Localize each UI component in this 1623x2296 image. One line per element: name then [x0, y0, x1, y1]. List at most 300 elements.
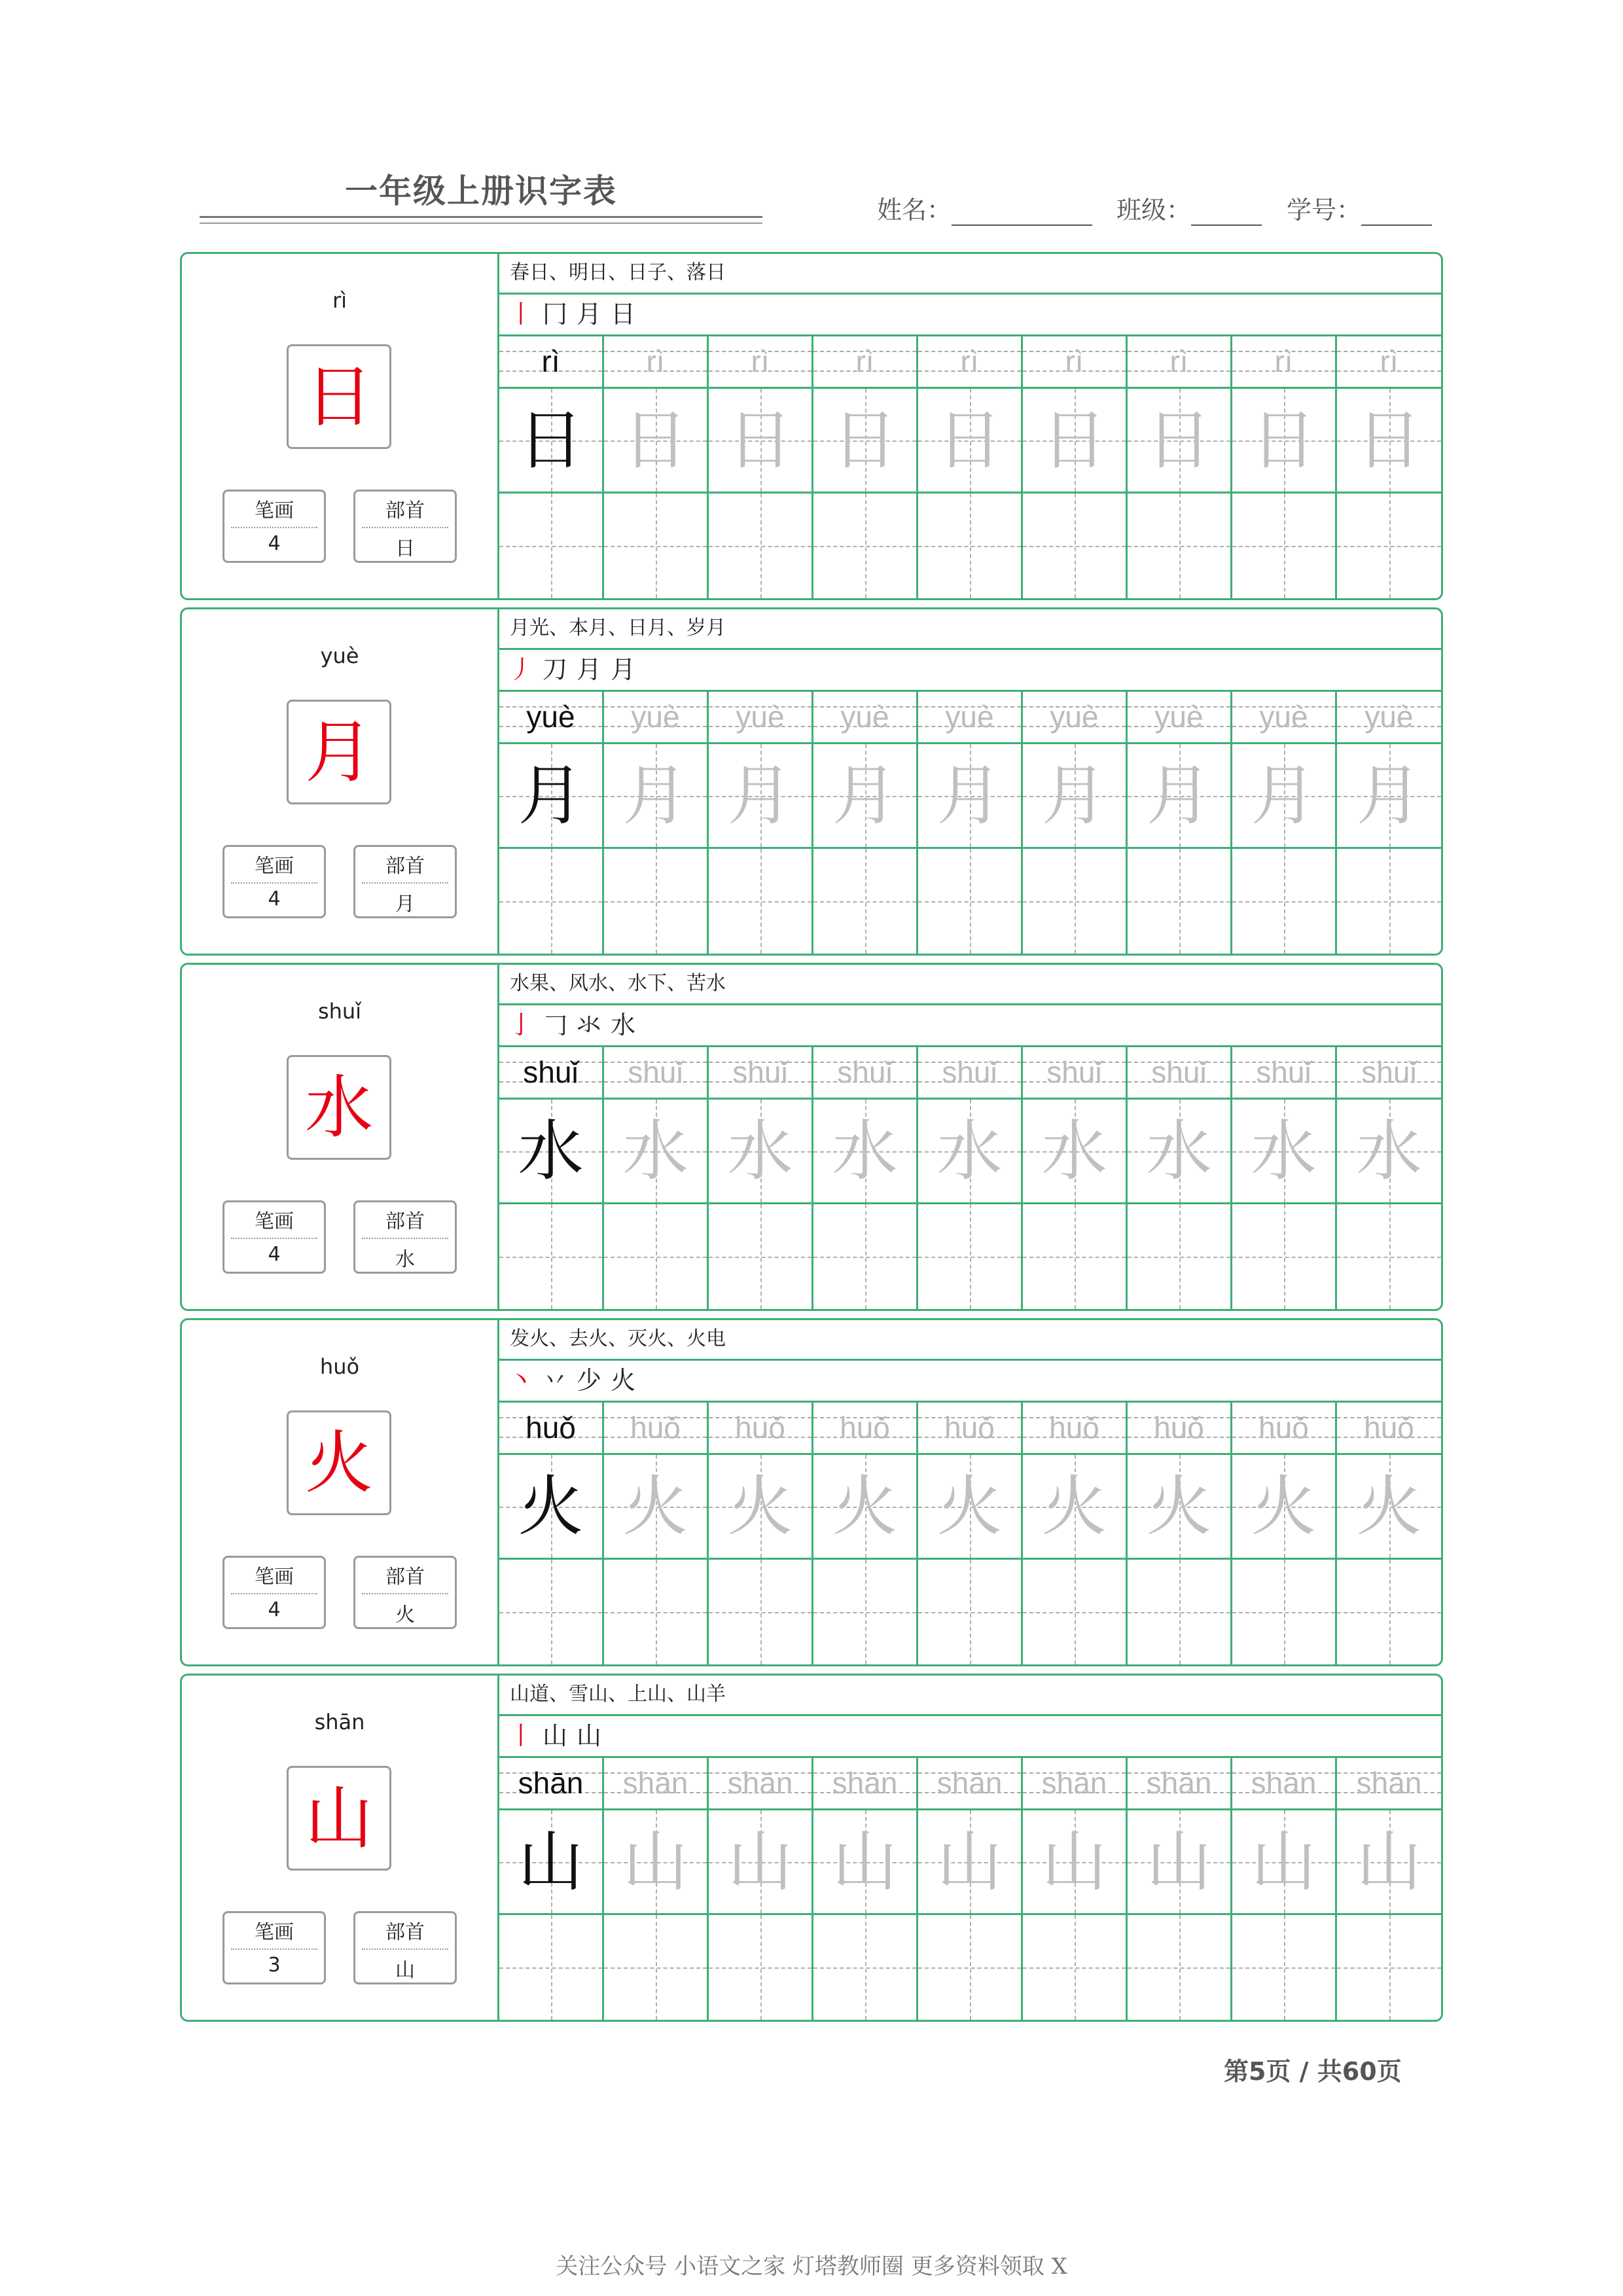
hanzi-practice-cell[interactable]: [1232, 1560, 1337, 1664]
hanzi-trace: 月: [518, 757, 584, 834]
character-display: 火: [287, 1410, 391, 1515]
pinyin-trace: huǒ: [1154, 1410, 1204, 1444]
hanzi-practice-cell[interactable]: [918, 1560, 1023, 1664]
hanzi-practice-cell[interactable]: [1128, 493, 1232, 598]
worksheet-title: 一年级上册识字表: [345, 172, 617, 210]
example-words: 发火、去火、灭火、火电: [499, 1320, 1441, 1361]
character-pinyin: rì: [332, 288, 348, 313]
pinyin-trace: shān: [936, 1766, 1003, 1800]
radical-label: 部首: [385, 1210, 425, 1233]
character-info-panel: [182, 965, 499, 1309]
hanzi-trace-cell[interactable]: [604, 1100, 709, 1204]
pinyin-cell[interactable]: [499, 1047, 604, 1100]
pinyin-trace: shān: [1251, 1766, 1317, 1800]
hanzi-practice-cell[interactable]: [1337, 1560, 1441, 1664]
pinyin-cell[interactable]: [1023, 692, 1128, 744]
stroke-count-label: 笔画: [255, 499, 294, 522]
hanzi-trace: 日: [1356, 401, 1422, 478]
hanzi-trace-cell[interactable]: [1023, 1100, 1128, 1204]
writing-grid: [499, 1047, 1441, 1309]
hanzi-trace: 火: [518, 1467, 584, 1545]
pinyin-trace: shān: [1041, 1766, 1107, 1800]
hanzi-practice-cell[interactable]: [499, 1915, 604, 2020]
footer-text: 关注公众号 小语文之家 灯塔教师圈 更多资料领取 X: [556, 2253, 1067, 2280]
hanzi-trace-cell[interactable]: [1128, 389, 1232, 493]
hanzi-practice-cell[interactable]: [1128, 1915, 1232, 2020]
hanzi-trace: 火: [1251, 1467, 1317, 1545]
stroke-step: 刀: [543, 655, 568, 684]
hanzi-trace-cell[interactable]: [499, 744, 604, 849]
hanzi-practice-cell[interactable]: [813, 1560, 918, 1664]
title-underline: [200, 216, 762, 218]
hanzi-practice-cell[interactable]: [1023, 1560, 1128, 1664]
radical-box: [353, 845, 457, 918]
stroke-step: 丿: [508, 655, 534, 684]
radical-box: [353, 1200, 457, 1274]
radical-value: 月: [395, 893, 415, 916]
pinyin-cell[interactable]: [1337, 1047, 1441, 1100]
hanzi-trace-cell[interactable]: [1232, 1100, 1337, 1204]
hanzi-practice-cell[interactable]: [1023, 493, 1128, 598]
pinyin-cell[interactable]: [813, 692, 918, 744]
name-label: 姓名：: [877, 196, 952, 224]
student-number-blank[interactable]: [1361, 198, 1432, 226]
hanzi-trace-cell[interactable]: [604, 744, 709, 849]
pinyin-trace: shuǐ: [628, 1055, 683, 1089]
hanzi-trace-cell[interactable]: [1337, 744, 1441, 849]
hanzi-practice-cell[interactable]: [604, 1560, 709, 1664]
hanzi-trace-cell[interactable]: [918, 389, 1023, 493]
pinyin-trace: huǒ: [1049, 1410, 1099, 1444]
pinyin-cell[interactable]: [1337, 336, 1441, 389]
pinyin-cell[interactable]: [499, 692, 604, 744]
hanzi-trace-cell[interactable]: [1337, 1455, 1441, 1560]
pinyin-trace: shuǐ: [1361, 1055, 1417, 1089]
hanzi-trace-cell[interactable]: [1232, 389, 1337, 493]
hanzi-practice-cell[interactable]: [499, 849, 604, 954]
hanzi-trace-cell[interactable]: [604, 389, 709, 493]
name-blank[interactable]: [952, 198, 1092, 226]
hanzi-trace: 水: [727, 1112, 793, 1189]
hanzi-practice-cell[interactable]: [709, 493, 813, 598]
hanzi-trace-cell[interactable]: [1128, 744, 1232, 849]
hanzi-trace-cell[interactable]: [499, 1455, 604, 1560]
practice-panel: [499, 1320, 1441, 1664]
hanzi-practice-cell[interactable]: [918, 1204, 1023, 1309]
hanzi-trace: 火: [1356, 1467, 1422, 1545]
hanzi-practice-cell[interactable]: [1232, 493, 1337, 598]
pinyin-trace: shuǐ: [523, 1055, 579, 1089]
class-field[interactable]: [1116, 190, 1262, 226]
hanzi-practice-cell[interactable]: [813, 1915, 918, 2020]
pinyin-cell[interactable]: [709, 1758, 813, 1810]
pinyin-cell[interactable]: [499, 336, 604, 389]
hanzi-trace-cell[interactable]: [1337, 389, 1441, 493]
stroke-order-row: [499, 1716, 1441, 1758]
pinyin-trace: shuǐ: [1256, 1055, 1311, 1089]
character-pinyin: shān: [314, 1710, 365, 1734]
pinyin-cell[interactable]: [709, 1047, 813, 1100]
hanzi-trace-cell[interactable]: [1128, 1810, 1232, 1915]
pinyin-trace: yuè: [736, 700, 785, 734]
pinyin-cell[interactable]: [1023, 336, 1128, 389]
pinyin-cell[interactable]: [813, 336, 918, 389]
character-display: 日: [287, 344, 391, 449]
pinyin-trace: yuè: [631, 700, 680, 734]
hanzi-trace: 火: [1146, 1467, 1212, 1545]
hanzi-practice-cell[interactable]: [1023, 1204, 1128, 1309]
hanzi-trace-cell[interactable]: [1128, 1455, 1232, 1560]
hanzi-trace: 日: [727, 401, 793, 478]
hanzi-trace-cell[interactable]: [918, 1810, 1023, 1915]
hanzi-trace: 火: [622, 1467, 688, 1545]
character-info-panel: [182, 1320, 499, 1664]
hanzi-trace: 水: [1356, 1112, 1422, 1189]
stroke-order-row: [499, 650, 1441, 692]
pinyin-cell[interactable]: [1128, 1403, 1232, 1455]
hanzi-practice-cell[interactable]: [1232, 1204, 1337, 1309]
hanzi-trace: 山: [727, 1823, 793, 1900]
hanzi-practice-cell[interactable]: [709, 1915, 813, 2020]
title-underline-secondary: [200, 223, 762, 224]
hanzi-trace: 月: [832, 757, 898, 834]
radical-box: [353, 1911, 457, 1984]
hanzi-trace-cell[interactable]: [1337, 1810, 1441, 1915]
hanzi-trace-cell[interactable]: [604, 1455, 709, 1560]
pinyin-trace: shān: [832, 1766, 898, 1800]
pinyin-trace: shān: [622, 1766, 688, 1800]
stroke-step: 少: [577, 1366, 602, 1395]
pinyin-trace: huǒ: [630, 1410, 681, 1444]
hanzi-trace: 月: [727, 757, 793, 834]
hanzi-practice-cell[interactable]: [1337, 1915, 1441, 2020]
name-field[interactable]: [877, 190, 1092, 226]
pinyin-trace: huǒ: [1364, 1410, 1414, 1444]
character-display: 山: [287, 1766, 391, 1871]
stroke-order-row: [499, 295, 1441, 336]
hanzi-trace-cell[interactable]: [918, 744, 1023, 849]
student-number-field[interactable]: [1287, 190, 1432, 226]
pinyin-cell[interactable]: [1023, 1758, 1128, 1810]
pinyin-cell[interactable]: [604, 1403, 709, 1455]
hanzi-practice-cell[interactable]: [1023, 849, 1128, 954]
pinyin-cell[interactable]: [1128, 336, 1232, 389]
stroke-order-row: [499, 1361, 1441, 1403]
character-card: [180, 1318, 1443, 1666]
hanzi-trace: 山: [1251, 1823, 1317, 1900]
stroke-count-value: 4: [268, 888, 281, 910]
pinyin-cell[interactable]: [918, 1403, 1023, 1455]
hanzi-trace-cell[interactable]: [1128, 1100, 1232, 1204]
character-pinyin: yuè: [320, 643, 359, 668]
stroke-count-value: 4: [268, 1243, 281, 1266]
practice-panel: [499, 609, 1441, 954]
hanzi-practice-cell[interactable]: [604, 493, 709, 598]
stroke-count-box: [223, 490, 326, 563]
pinyin-cell[interactable]: [1337, 1403, 1441, 1455]
pinyin-cell[interactable]: [1232, 336, 1337, 389]
stroke-count-value: 4: [268, 532, 281, 555]
hanzi-trace-cell[interactable]: [709, 1810, 813, 1915]
hanzi-trace: 日: [1251, 401, 1317, 478]
stroke-step: 冂: [543, 300, 568, 329]
hanzi-practice-cell[interactable]: [1232, 849, 1337, 954]
hanzi-practice-cell[interactable]: [709, 1204, 813, 1309]
radical-box: [353, 1556, 457, 1629]
hanzi-trace-cell[interactable]: [604, 1810, 709, 1915]
page-number: 第5页 / 共60页: [1224, 2057, 1402, 2086]
hanzi-trace-cell[interactable]: [813, 1100, 918, 1204]
pinyin-cell[interactable]: [1232, 1758, 1337, 1810]
pinyin-cell[interactable]: [918, 336, 1023, 389]
hanzi-trace-cell[interactable]: [813, 389, 918, 493]
hanzi-trace-cell[interactable]: [1232, 1810, 1337, 1915]
stroke-step: 丨: [508, 300, 534, 329]
hanzi-practice-cell[interactable]: [1337, 1204, 1441, 1309]
hanzi-trace: 日: [622, 401, 688, 478]
radical-label: 部首: [385, 1921, 425, 1944]
hanzi-practice-cell[interactable]: [813, 849, 918, 954]
hanzi-trace: 水: [1251, 1112, 1317, 1189]
hanzi-practice-cell[interactable]: [709, 849, 813, 954]
pinyin-trace: rì: [960, 344, 979, 378]
stroke-step: 山: [577, 1721, 602, 1750]
pinyin-trace: rì: [855, 344, 874, 378]
character-info-panel: [182, 1676, 499, 2020]
character-info-panel: [182, 254, 499, 598]
hanzi-trace: 月: [1041, 757, 1107, 834]
radical-box: [353, 490, 457, 563]
hanzi-trace: 月: [936, 757, 1003, 834]
hanzi-trace: 火: [1041, 1467, 1107, 1545]
hanzi-trace-cell[interactable]: [1023, 1455, 1128, 1560]
character-display: 月: [287, 700, 391, 804]
class-blank[interactable]: [1191, 198, 1262, 226]
writing-grid: [499, 336, 1441, 598]
hanzi-practice-cell[interactable]: [813, 493, 918, 598]
pinyin-trace: yuè: [1154, 700, 1204, 734]
hanzi-trace: 月: [1251, 757, 1317, 834]
pinyin-trace: rì: [751, 344, 770, 378]
pinyin-trace: huǒ: [526, 1410, 576, 1444]
hanzi-trace: 山: [518, 1823, 584, 1900]
hanzi-trace: 月: [1146, 757, 1212, 834]
hanzi-practice-cell[interactable]: [499, 493, 604, 598]
hanzi-practice-cell[interactable]: [1232, 1915, 1337, 2020]
pinyin-cell[interactable]: [918, 1047, 1023, 1100]
character-card: [180, 963, 1443, 1311]
hanzi-trace-cell[interactable]: [1023, 744, 1128, 849]
hanzi-practice-cell[interactable]: [918, 493, 1023, 598]
practice-panel: [499, 965, 1441, 1309]
example-words: 春日、明日、日子、落日: [499, 254, 1441, 295]
hanzi-trace: 日: [1041, 401, 1107, 478]
pinyin-cell[interactable]: [813, 1758, 918, 1810]
hanzi-practice-cell[interactable]: [1128, 849, 1232, 954]
hanzi-trace-cell[interactable]: [918, 1455, 1023, 1560]
hanzi-practice-cell[interactable]: [1128, 1204, 1232, 1309]
radical-value: 日: [395, 537, 415, 560]
hanzi-practice-cell[interactable]: [499, 1560, 604, 1664]
hanzi-trace-cell[interactable]: [709, 1100, 813, 1204]
hanzi-practice-cell[interactable]: [1337, 849, 1441, 954]
practice-panel: [499, 1676, 1441, 2020]
pinyin-trace: shān: [1356, 1766, 1422, 1800]
radical-value: 水: [395, 1248, 415, 1271]
pinyin-cell[interactable]: [1128, 692, 1232, 744]
hanzi-trace: 日: [936, 401, 1003, 478]
pinyin-cell[interactable]: [1337, 692, 1441, 744]
pinyin-cell[interactable]: [1128, 1047, 1232, 1100]
hanzi-trace: 日: [518, 401, 584, 478]
pinyin-cell[interactable]: [604, 692, 709, 744]
hanzi-trace: 山: [936, 1823, 1003, 1900]
hanzi-trace: 水: [1041, 1112, 1107, 1189]
stroke-step: 丶: [508, 1366, 534, 1395]
pinyin-cell[interactable]: [499, 1758, 604, 1810]
hanzi-trace-cell[interactable]: [813, 1810, 918, 1915]
hanzi-trace: 月: [622, 757, 688, 834]
hanzi-practice-cell[interactable]: [604, 849, 709, 954]
hanzi-trace-cell[interactable]: [1232, 744, 1337, 849]
hanzi-practice-cell[interactable]: [918, 1915, 1023, 2020]
stroke-count-label: 笔画: [255, 1921, 294, 1944]
stroke-order-row: [499, 1005, 1441, 1047]
pinyin-cell[interactable]: [918, 1758, 1023, 1810]
stroke-count-label: 笔画: [255, 1566, 294, 1588]
stroke-step: 水: [611, 1011, 636, 1039]
pinyin-cell[interactable]: [499, 1403, 604, 1455]
stroke-count-label: 笔画: [255, 1210, 294, 1233]
pinyin-cell[interactable]: [709, 336, 813, 389]
character-pinyin: shuǐ: [317, 999, 362, 1024]
hanzi-trace: 日: [1146, 401, 1212, 478]
hanzi-trace-cell[interactable]: [1337, 1100, 1441, 1204]
hanzi-trace-cell[interactable]: [709, 1455, 813, 1560]
pinyin-trace: rì: [541, 344, 560, 378]
pinyin-cell[interactable]: [1337, 1758, 1441, 1810]
stroke-step: 月: [577, 300, 602, 329]
pinyin-cell[interactable]: [1023, 1403, 1128, 1455]
hanzi-trace-cell[interactable]: [499, 1100, 604, 1204]
pinyin-trace: shuǐ: [1046, 1055, 1102, 1089]
stroke-step: 火: [611, 1366, 636, 1395]
hanzi-practice-cell[interactable]: [499, 1204, 604, 1309]
pinyin-trace: rì: [1169, 344, 1188, 378]
pinyin-trace: huǒ: [1258, 1410, 1309, 1444]
hanzi-trace-cell[interactable]: [918, 1100, 1023, 1204]
pinyin-cell[interactable]: [604, 1758, 709, 1810]
hanzi-practice-cell[interactable]: [813, 1204, 918, 1309]
writing-grid: [499, 1758, 1441, 2020]
hanzi-trace-cell[interactable]: [1023, 389, 1128, 493]
writing-grid: [499, 1403, 1441, 1664]
hanzi-practice-cell[interactable]: [918, 849, 1023, 954]
pinyin-cell[interactable]: [1128, 1758, 1232, 1810]
practice-panel: [499, 254, 1441, 598]
stroke-step: 𠃌: [543, 1011, 568, 1039]
pinyin-trace: yuè: [1259, 700, 1308, 734]
hanzi-trace-cell[interactable]: [813, 1455, 918, 1560]
pinyin-trace: rì: [1380, 344, 1399, 378]
pinyin-trace: shuǐ: [837, 1055, 893, 1089]
hanzi-trace: 月: [1356, 757, 1422, 834]
stroke-count-box: [223, 1911, 326, 1984]
pinyin-cell[interactable]: [709, 692, 813, 744]
character-card: [180, 607, 1443, 956]
pinyin-cell[interactable]: [1232, 692, 1337, 744]
hanzi-trace-cell[interactable]: [1023, 1810, 1128, 1915]
pinyin-trace: shuǐ: [1151, 1055, 1207, 1089]
pinyin-trace: shān: [1146, 1766, 1212, 1800]
pinyin-trace: rì: [646, 344, 665, 378]
radical-value: 山: [395, 1959, 415, 1982]
example-words: 水果、风水、水下、苦水: [499, 965, 1441, 1005]
hanzi-trace: 山: [1146, 1823, 1212, 1900]
radical-label: 部首: [385, 1566, 425, 1588]
pinyin-trace: shuǐ: [732, 1055, 788, 1089]
stroke-count-box: [223, 1200, 326, 1274]
stroke-count-box: [223, 1556, 326, 1629]
example-words: 月光、本月、日月、岁月: [499, 609, 1441, 650]
hanzi-trace-cell[interactable]: [499, 389, 604, 493]
hanzi-trace: 山: [832, 1823, 898, 1900]
hanzi-practice-cell[interactable]: [709, 1560, 813, 1664]
hanzi-trace-cell[interactable]: [813, 744, 918, 849]
character-pinyin: huǒ: [319, 1354, 360, 1379]
example-words: 山道、雪山、上山、山羊: [499, 1676, 1441, 1716]
pinyin-trace: yuè: [1364, 700, 1414, 734]
pinyin-cell[interactable]: [918, 692, 1023, 744]
pinyin-cell[interactable]: [1023, 1047, 1128, 1100]
stroke-step: 氺: [577, 1011, 602, 1039]
hanzi-practice-cell[interactable]: [1023, 1915, 1128, 2020]
hanzi-trace: 火: [832, 1467, 898, 1545]
hanzi-practice-cell[interactable]: [1337, 493, 1441, 598]
hanzi-practice-cell[interactable]: [1128, 1560, 1232, 1664]
hanzi-trace: 火: [936, 1467, 1003, 1545]
radical-label: 部首: [385, 855, 425, 878]
pinyin-trace: rì: [1065, 344, 1084, 378]
hanzi-practice-cell[interactable]: [604, 1915, 709, 2020]
pinyin-trace: yuè: [526, 700, 575, 734]
pinyin-trace: shān: [518, 1766, 584, 1800]
pinyin-cell[interactable]: [604, 1047, 709, 1100]
hanzi-trace-cell[interactable]: [1232, 1455, 1337, 1560]
hanzi-trace: 水: [832, 1112, 898, 1189]
hanzi-trace-cell[interactable]: [499, 1810, 604, 1915]
hanzi-practice-cell[interactable]: [604, 1204, 709, 1309]
pinyin-trace: rì: [1274, 344, 1293, 378]
hanzi-trace: 山: [622, 1823, 688, 1900]
pinyin-trace: shuǐ: [942, 1055, 997, 1089]
pinyin-cell[interactable]: [709, 1403, 813, 1455]
pinyin-cell[interactable]: [1232, 1047, 1337, 1100]
pinyin-cell[interactable]: [1232, 1403, 1337, 1455]
student-number-label: 学号：: [1287, 196, 1362, 224]
hanzi-trace-cell[interactable]: [709, 744, 813, 849]
hanzi-trace: 水: [622, 1112, 688, 1189]
pinyin-cell[interactable]: [813, 1047, 918, 1100]
class-label: 班级：: [1116, 196, 1192, 224]
stroke-step: 月: [611, 655, 636, 684]
pinyin-cell[interactable]: [813, 1403, 918, 1455]
pinyin-trace: shān: [727, 1766, 793, 1800]
hanzi-trace: 水: [936, 1112, 1003, 1189]
pinyin-cell[interactable]: [604, 336, 709, 389]
hanzi-trace-cell[interactable]: [709, 389, 813, 493]
stroke-count-value: 4: [268, 1598, 281, 1621]
